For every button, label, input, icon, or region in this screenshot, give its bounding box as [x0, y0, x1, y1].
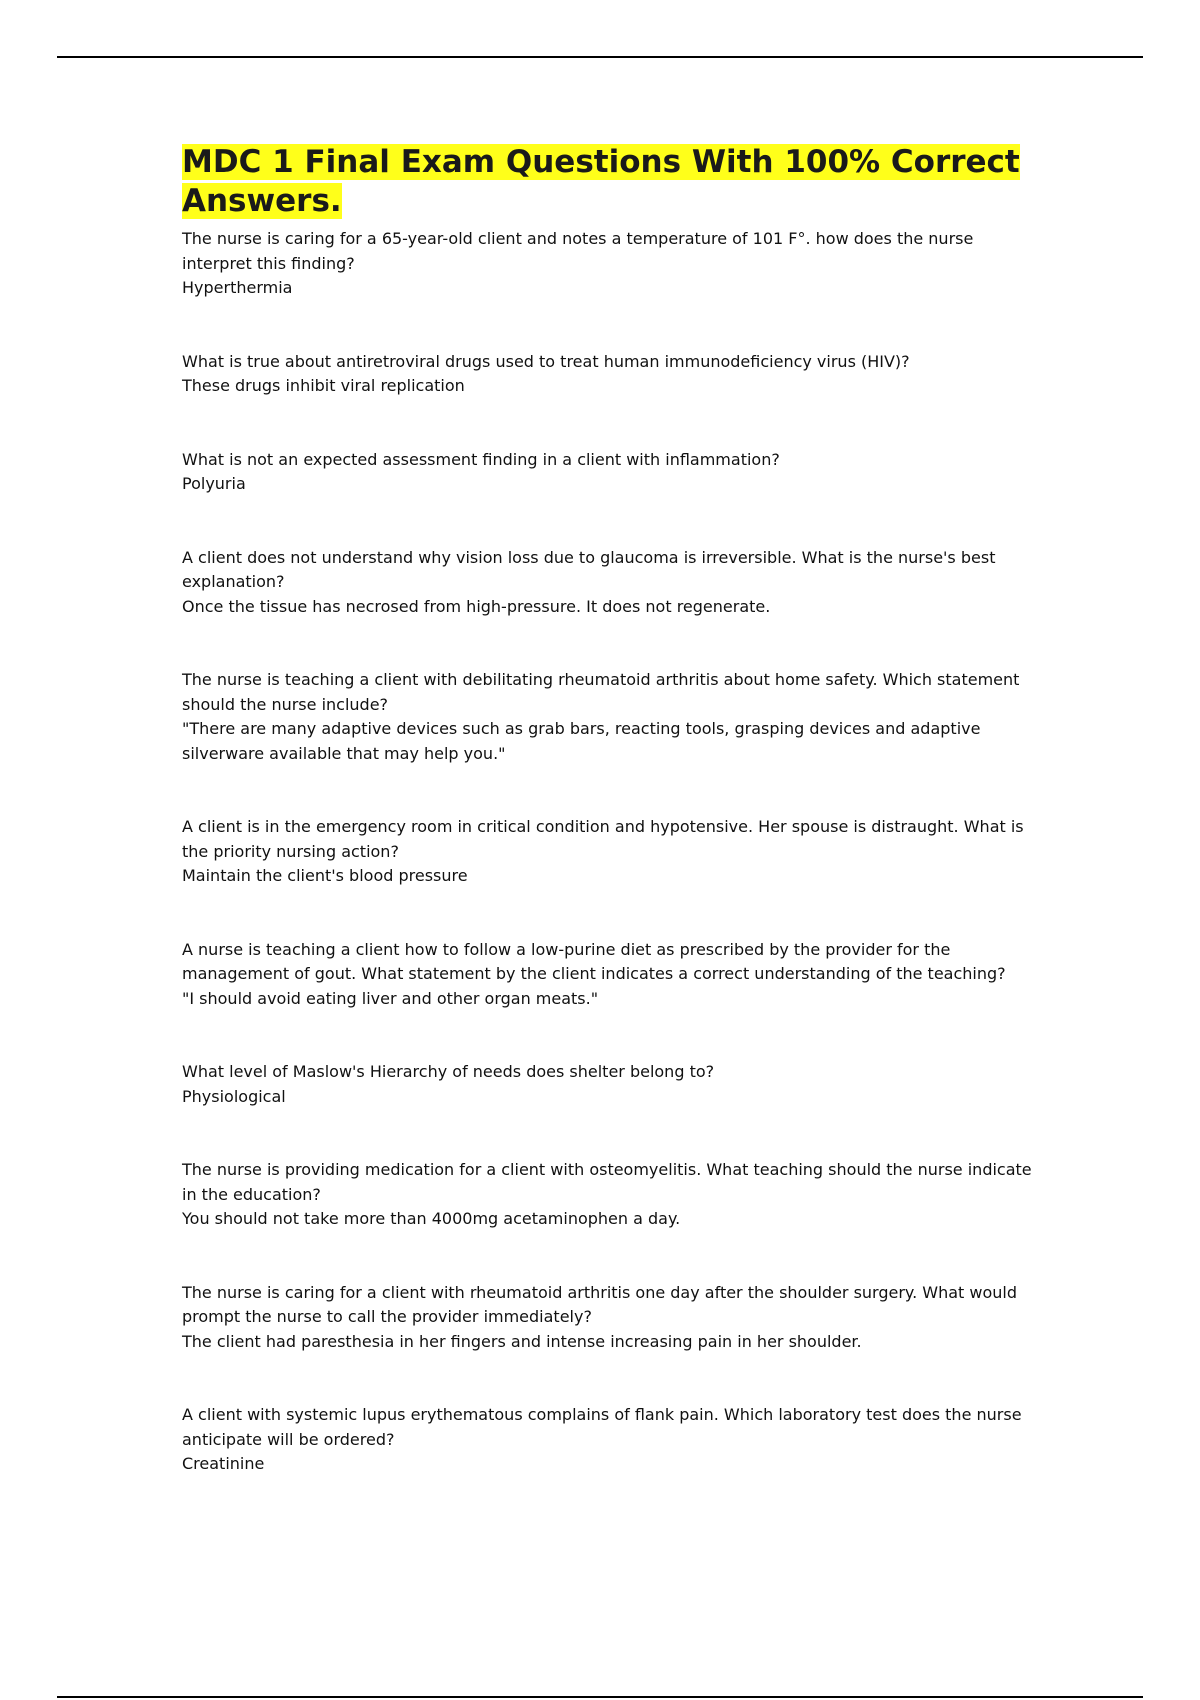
qa-item	[182, 815, 1042, 889]
answer-text: Once the tissue has necrosed from high-pressure. It does not regenerate.	[182, 596, 771, 616]
page-bottom-rule	[57, 1696, 1143, 1698]
qa-item	[182, 448, 1042, 497]
qa-item	[182, 546, 1042, 620]
qa-item	[182, 938, 1042, 1012]
answer-text: The client had paresthesia in her fingers and intense increasing pain in her shoulder.	[182, 1331, 862, 1351]
answer-text: You should not take more than 4000mg acetaminophen a day.	[182, 1209, 681, 1228]
question-text: A nurse is teaching a client how to follow a low-purine diet as prescribed by the provider for the management of gout. What statement by the client indicates a correct understanding of the teaching?	[182, 939, 1006, 983]
document-body	[182, 143, 1042, 1477]
question-text: What is true about antiretroviral drugs used to treat human immunodeficiency virus (HIV)?	[182, 351, 910, 371]
answer-text: "I should avoid eating liver and other organ meats."	[182, 988, 599, 1008]
qa-item	[182, 350, 1042, 399]
answer-text: Polyuria	[182, 474, 246, 493]
document-title-text: MDC 1 Final Exam Questions With 100% Correct Answers.	[182, 144, 1020, 219]
page-top-rule	[57, 56, 1143, 58]
question-text: A client is in the emergency room in critical condition and hypotensive. Her spouse is distraught. What is the priority nursing action?	[182, 817, 1024, 861]
answer-text: Maintain the client's blood pressure	[182, 866, 468, 885]
qa-item	[182, 1060, 1042, 1109]
question-text: The nurse is providing medication for a client with osteomyelitis. What teaching should the nurse indicate in the education?	[182, 1160, 1032, 1204]
question-text: A client with systemic lupus erythematous complains of flank pain. Which laboratory test does the nurse anticipate will be ordered?	[182, 1405, 1022, 1449]
answer-text: Physiological	[182, 1086, 286, 1106]
question-text: What level of Maslow's Hierarchy of needs does shelter belong to?	[182, 1062, 715, 1081]
question-text: What is not an expected assessment finding in a client with inflammation?	[182, 449, 780, 469]
qa-item	[182, 227, 1042, 301]
question-text: A client does not understand why vision loss due to glaucoma is irreversible. What is the nurse's best explanation?	[182, 547, 996, 591]
answer-text: Creatinine	[182, 1454, 265, 1473]
qa-item	[182, 1281, 1042, 1355]
qa-item	[182, 1403, 1042, 1477]
answer-text: These drugs inhibit viral replication	[182, 376, 465, 395]
answer-text: Hyperthermia	[182, 278, 293, 297]
question-text: The nurse is teaching a client with debilitating rheumatoid arthritis about home safety. Which statement should the nurse include?	[182, 670, 1020, 714]
question-text: The nurse is caring for a client with rheumatoid arthritis one day after the shoulder surgery. What would prompt the nurse to call the provider immediately?	[182, 1282, 1018, 1326]
answer-text: "There are many adaptive devices such as grab bars, reacting tools, grasping devices and adaptive silverware available that may help you."	[182, 719, 981, 763]
qa-item	[182, 668, 1042, 766]
question-text: The nurse is caring for a 65-year-old client and notes a temperature of 101 F°. how does the nurse interpret this finding?	[182, 229, 974, 273]
qa-item	[182, 1158, 1042, 1232]
document-title	[182, 143, 1042, 221]
